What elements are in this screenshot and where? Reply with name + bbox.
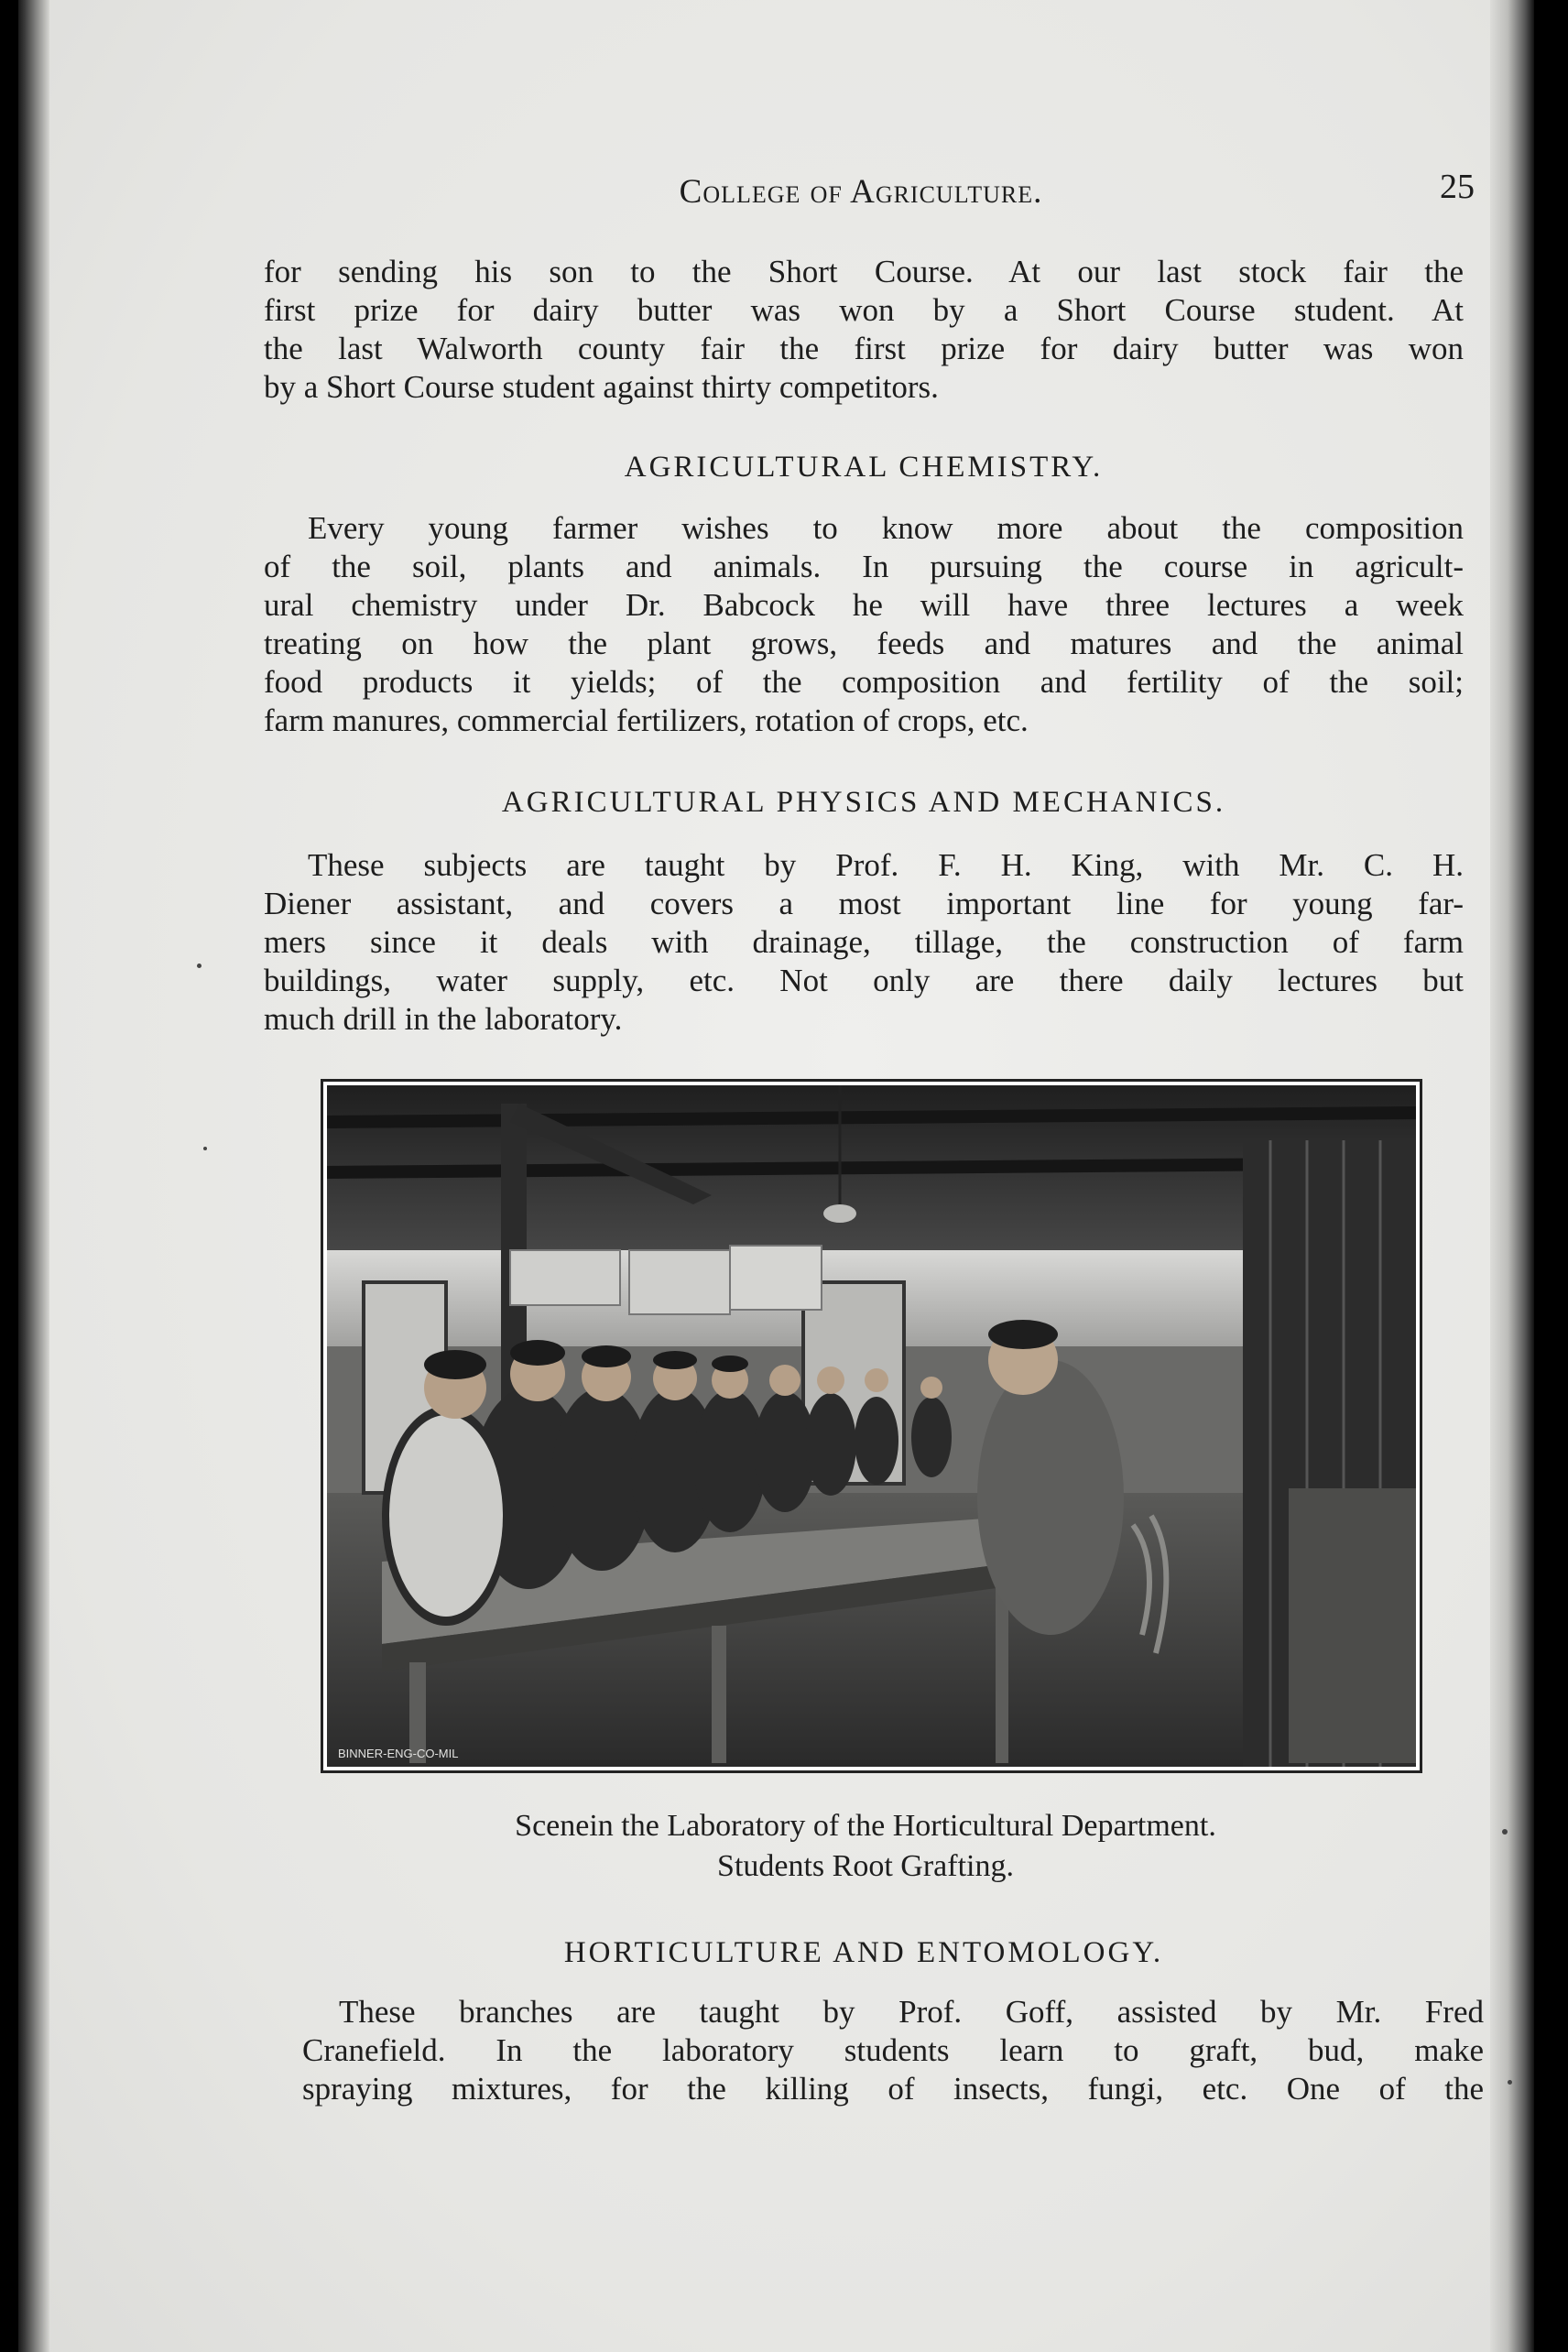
horticulture-paragraph (302, 1993, 1484, 2108)
scan-speck (203, 1147, 207, 1150)
page-number: 25 (1440, 168, 1475, 206)
paragraph-line: Every young farmer wishes to know more about the composition (308, 510, 1464, 546)
paragraph-line: mers since it deals with drainage, tillage, the construction of farm (264, 924, 1464, 960)
paragraph-line: buildings, water supply, etc. Not only are there daily lectures but (264, 963, 1464, 998)
physics-paragraph (264, 846, 1464, 1039)
intro-paragraph (264, 253, 1464, 407)
paragraph-line: first prize for dairy butter was won by a Short Course student. At (264, 292, 1464, 328)
photo-caption (348, 1806, 1383, 1887)
laboratory-photograph (321, 1079, 1422, 1773)
paragraph-line: These subjects are taught by Prof. F. H. King, with Mr. C. H. (308, 847, 1464, 883)
paragraph-line: for sending his son to the Short Course. At our last stock fair the (264, 254, 1464, 289)
page-edge-shadow (1490, 0, 1534, 2352)
paragraph-line: the last Walworth county fair the first prize for dairy butter was won (264, 331, 1464, 366)
page-spine-shadow (18, 0, 49, 2352)
scan-speck (1502, 1829, 1508, 1835)
book-page (18, 0, 1534, 2352)
scan-speck (1508, 2080, 1512, 2085)
section-heading-horticulture: HORTICULTURE AND ENTOMOLOGY. (563, 1936, 1164, 1969)
paragraph-line: spraying mixtures, for the killing of insects, fungi, etc. One of the (302, 2071, 1484, 2107)
paragraph-line: by a Short Course student against thirty competitors. (264, 369, 939, 405)
paragraph-line: Diener assistant, and covers a most important line for young far- (264, 886, 1464, 921)
paragraph-line: farm manures, commercial fertilizers, rotation of crops, etc. (264, 702, 1029, 738)
paragraph-line: Cranefield. In the laboratory students learn to graft, bud, make (302, 2032, 1484, 2068)
section-heading-chemistry: AGRICULTURAL CHEMISTRY. (624, 451, 1104, 484)
lab-scene-illustration (327, 1085, 1416, 1767)
paragraph-line: food products it yields; of the composition and fertility of the soil; (264, 664, 1464, 700)
photo-engraver-credit: BINNER-ENG-CO-MIL (338, 1747, 459, 1760)
section-heading-physics: AGRICULTURAL PHYSICS AND MECHANICS. (501, 786, 1226, 819)
paragraph-line: much drill in the laboratory. (264, 1001, 623, 1037)
running-head: College of Agriculture. (679, 173, 1043, 211)
caption-line: Students Root Grafting. (717, 1849, 1014, 1883)
paragraph-line: treating on how the plant grows, feeds and matures and the animal (264, 626, 1464, 661)
paragraph-line: ural chemistry under Dr. Babcock he will have three lectures a week (264, 587, 1464, 623)
chemistry-paragraph (264, 509, 1464, 740)
scan-speck (197, 964, 201, 968)
paragraph-line: These branches are taught by Prof. Goff, assisted by Mr. Fred (339, 1994, 1484, 2030)
photo-image (327, 1085, 1416, 1767)
caption-line: Scenein the Laboratory of the Horticultural Department. (515, 1809, 1216, 1843)
paragraph-line: of the soil, plants and animals. In pursuing the course in agricult- (264, 549, 1464, 584)
